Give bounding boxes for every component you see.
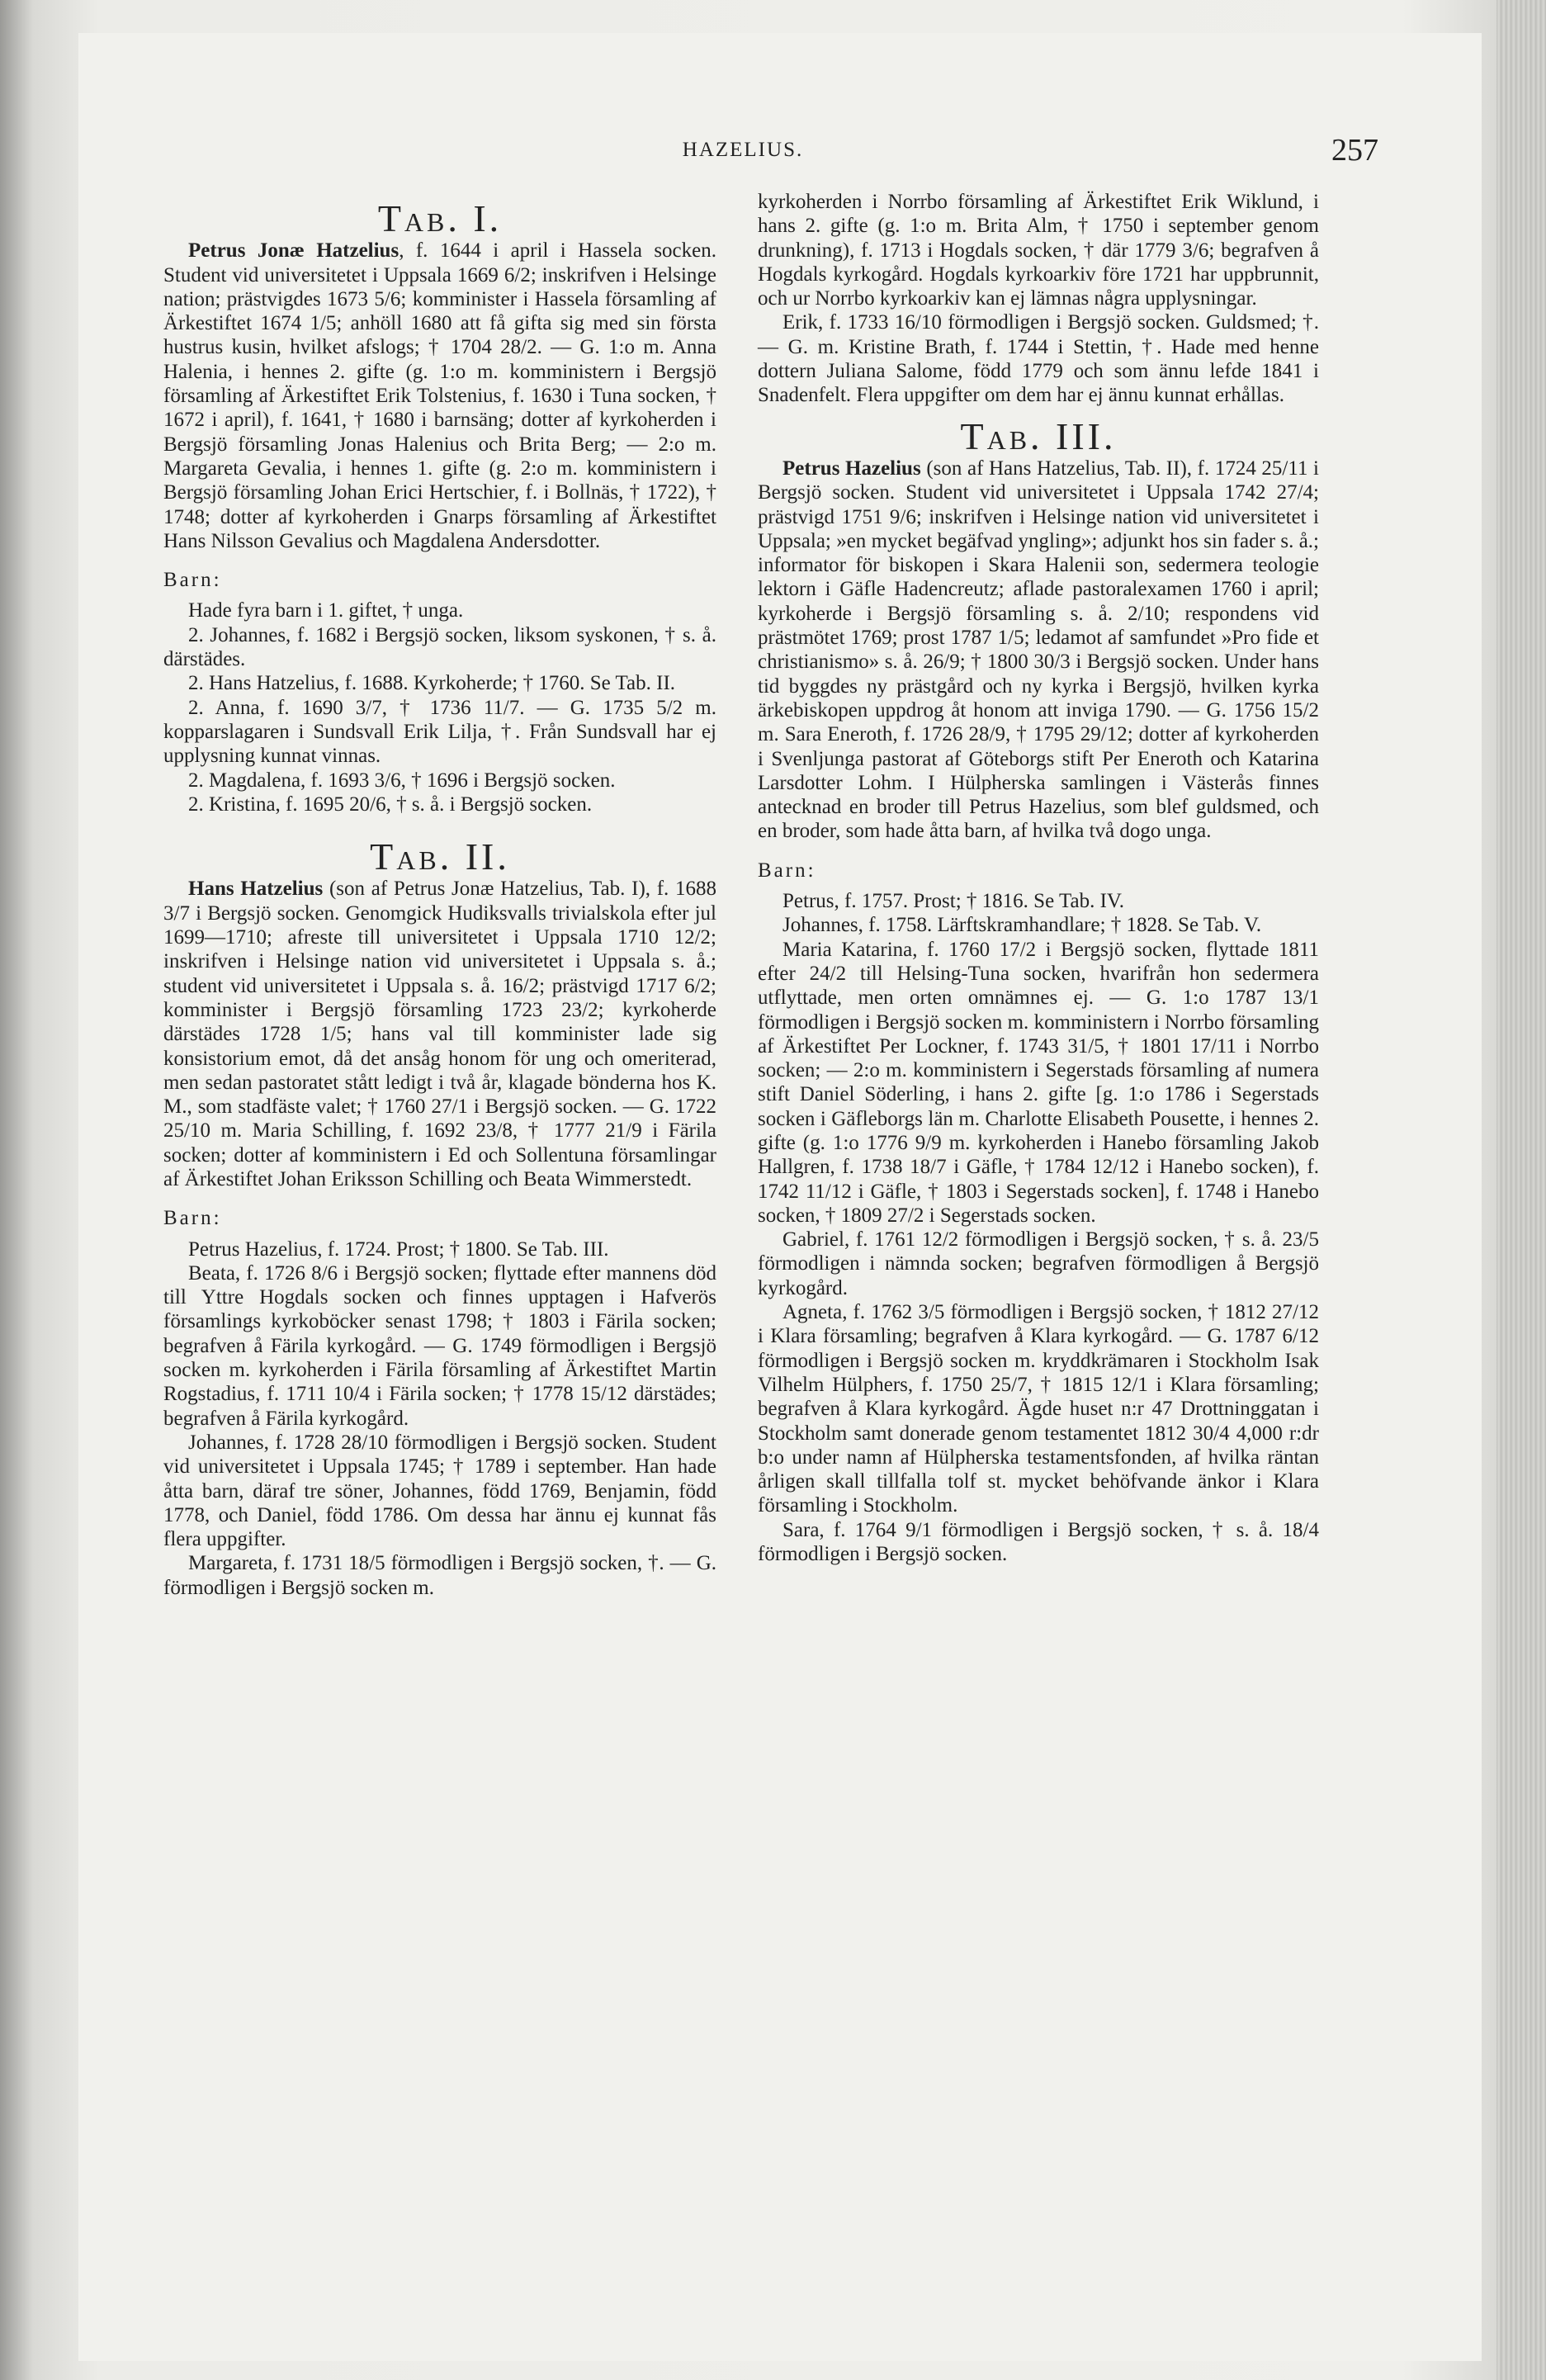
tab-3-child: Agneta, f. 1762 3/5 förmodligen i Bergsjö socken, † 1812 27/12 i Klara församling; begrafven å Klara kyrkogård. — G. 1787 6/12 förmodligen i Bergsjö socken m. kryddkrämaren i Stockholm Isak Vilhelm Hülphers, f. 1750 25/7, † 1815 12/1 i Klara församling; begrafven å Klara kyrkogård. Ägde huset n:r 47 Drottninggatan i Stockholm samt donerade genom testamentet 1812 30/4 4,000 r:dr b:o under namn af Hülpherska testamentsfonden, af hvilka räntan årligen skall tillfalla tolf st. mycket behöfvande änkor i Klara församling i Stockholm.: [758, 1301, 1319, 1517]
tab-3-entry-name: Petrus Hazelius: [782, 457, 921, 480]
tab-3-child: Maria Katarina, f. 1760 17/2 i Bergsjö socken, flyttade 1811 efter 24/2 till Helsing-Tuna socken, hvarifrån hon sedermera utflyttade, men orten omnämnes ej. — G. 1:o 1787 13/1 förmodligen i Bergsjö socken m. komministern i Norrbo församling af Ärkestiftet Per Lockner, f. 1743 31/5, † 1801 17/11 i Norrbo socken; — 2:o m. komministern i Segerstads församling af numera stift Daniel Söderling, i hans 2. gifte [g. 1:o 1786 i Segerstads socken i Gäfleborgs län m. Charlotte Elisabeth Pousette, i hennes 2. gifte (g. 1:o 1776 9/9 m. kyrkoherden i Hanebo församling Jakob Hallgren, f. 1738 18/7 i Gäfle, † 1784 12/12 i Hanebo socken), f. 1742 11/12 i Gäfle, † 1803 i Segerstads socken], f. 1748 i Hanebo socken, † 1809 27/2 i Segerstads socken.: [758, 938, 1319, 1227]
tab-3-title: Tab. III.: [960, 414, 1117, 457]
tab-1-child: 2. Hans Hatzelius, f. 1688. Kyrkoherde; † 1760. Se Tab. II.: [188, 672, 676, 695]
tab-1-entry-name: Petrus Jonæ Hatzelius: [188, 239, 400, 263]
tab-3-child: Petrus, f. 1757. Prost; † 1816. Se Tab. IV.: [782, 890, 1125, 913]
tab-1-barn-label: Barn:: [163, 569, 222, 592]
tab-2-child: Petrus Hazelius, f. 1724. Prost; † 1800. Se Tab. III.: [188, 1237, 609, 1261]
tab-3-entry-text: (son af Hans Hatzelius, Tab. II), f. 1724 25/11 i Bergsjö socken. Student vid universitetet i Uppsala 1742 27/4; prästvigd 1751 9/6; inskrifven i Helsinge nation vid universitetet i Uppsala; »en mycket begäfvad yngling»; adjunkt hos sin fader s. å.; informator för biskopen i Skara Halenii son, sedermera teologie lektorn i Gäfle Hadencreutz; aflade pastoralexamen 1760 i april; kyrkoherde i Bergsjö församling s. å. 2/10; respondens vid prästmötet 1769; prost 1787 1/5; ledamot af samfundet »Pro fide et christianismo» s. å. 26/9; † 1800 30/3 i Bergsjö socken. Under hans tid byggdes ny prästgård och ny kyrka i Bergsjö, hvilken kyrka ärkebiskopen uppdrog åt honom att inviga 1790. — G. 1756 15/2 m. Sara Eneroth, f. 1726 28/9, † 1795 29/12; dotter af kyrkoherden i Svenljunga pastorat af Göteborgs stift Per Eneroth och Katarina Larsdotter Lohm. I Hülpherska samlingen i Västerås finnes antecknad en broder till Petrus Hazelius, som blef guldsmed, och en broder, som hade åtta barn, af hvilka två dogo unga.: [758, 457, 1319, 843]
tab-2-child: Margareta, f. 1731 18/5 förmodligen i Bergsjö socken, †. — G. förmodligen i Bergsjö socken m.: [163, 1552, 716, 1599]
page-number: 257: [1331, 133, 1378, 168]
tab-3-child: Johannes, f. 1758. Lärftskramhandlare; † 1828. Se Tab. V.: [782, 914, 1262, 937]
right-column: [758, 190, 1319, 1566]
running-title: HAZELIUS.: [682, 139, 804, 161]
tab-3-child: Gabriel, f. 1761 12/2 förmodligen i Bergsjö socken, † s. å. 23/5 förmodligen i nämnda socken; begrafven förmodligen å Bergsjö kyrkogård.: [758, 1228, 1319, 1299]
tab-3-barn-label: Barn:: [758, 859, 816, 882]
tab-1-title: Tab. I.: [377, 197, 503, 239]
tab-1-child: Hade fyra barn i 1. giftet, † unga.: [188, 599, 464, 622]
tab-1-child: 2. Magdalena, f. 1693 3/6, † 1696 i Bergsjö socken.: [188, 769, 616, 792]
erik-entry: Erik, f. 1733 16/10 förmodligen i Bergsjö socken. Guldsmed; †. — G. m. Kristine Brath, f. 1744 i Stettin, †. Hade med henne dottern Juliana Salome, född 1779 och som ännu lefde 1841 i Snadenfelt. Flera uppgifter om dem har ej ännu kunnat erhållas.: [758, 311, 1319, 407]
tab-1-entry-text: , f. 1644 i april i Hassela socken. Student vid universitetet i Uppsala 1669 6/2; inskrifven i Helsinge nation; prästvigdes 1673 5/6; komminister i Hassela församling af Ärkestiftet 1674 1/5; anhöll 1680 att få gifta sig med sin första hustrus kusin, hvilket afslogs; † 1704 28/2. — G. 1:o m. Anna Halenia, i hennes 2. gifte (g. 1:o m. komministern i Bergsjö församling af Ärkestiftet Erik Tolstenius, f. 1630 i Tuna socken, † 1672 i april), f. 1641, † 1680 i barnsäng; dotter af kyrkoherden i Bergsjö församling Jonas Halenius och Brita Berg; — 2:o m. Margareta Gevalia, i hennes 1. gifte (g. 2:o m. komministern i Bergsjö församling Johan Erici Hertschier, f. i Bollnäs, † 1722), † 1748; dotter af kyrkoherden i Gnarps församling af Ärkestiftet Hans Nilsson Gevalius och Magdalena Andersdotter.: [163, 239, 716, 552]
tab-3-entry: [758, 457, 1319, 844]
tab-2-child: Beata, f. 1726 8/6 i Bergsjö socken; flyttade efter mannens död till Yttre Hogdals socken och finnes upptagen i Hafverös församlings kyrkoböcker senast 1798; † 1803 i Färila socken; begrafven å Färila kyrkogård. — G. 1749 förmodligen i Bergsjö socken m. kyrkoherden i Färila församling af Ärkestiftet Martin Rogstadius, f. 1711 10/4 i Färila socken; † 1778 15/12 därstädes; begrafven å Färila kyrkogård.: [163, 1261, 716, 1430]
tab-1-child: 2. Johannes, f. 1682 i Bergsjö socken, liksom syskonen, † s. å. därstädes.: [163, 623, 716, 671]
continuation-text: kyrkoherden i Norrbo församling af Ärkestiftet Erik Wiklund, i hans 2. gifte (g. 1:o m. Brita Alm, † 1750 i september genom drunkning), f. 1713 i Hogdals socken, † där 1779 3/6; begrafven å Hogdals kyrkogård. Hogdals kyrkoarkiv före 1721 har uppbrunnit, och ur Norrbo kyrkoarkiv kan ej lämnas några upplysningar.: [758, 191, 1319, 310]
tab-2-child: Johannes, f. 1728 28/10 förmodligen i Bergsjö socken. Student vid universitetet i Uppsala 1745; † 1789 i september. Han hade åtta barn, däraf tre söner, Johannes, född 1769, Benjamin, född 1778, och Daniel, född 1786. Om dessa har ännu ej kunnat fås flera uppgifter.: [163, 1431, 716, 1551]
tab-1-child: 2. Kristina, f. 1695 20/6, † s. å. i Bergsjö socken.: [188, 793, 593, 816]
tab-2-barn-label: Barn:: [163, 1207, 222, 1230]
tab-1-entry: [163, 239, 716, 553]
tab-2-entry: [163, 877, 716, 1191]
tab-2-title: Tab. II.: [370, 835, 510, 878]
tab-2-entry-name: Hans Hatzelius: [188, 878, 324, 901]
tab-1-child: 2. Anna, f. 1690 3/7, † 1736 11/7. — G. 1735 5/2 m. kopparslagaren i Sundsvall Erik Lilja, †. Från Sundsvall har ej upplysning kunnat vinnas.: [163, 696, 716, 768]
tab-3-child: Sara, f. 1764 9/1 förmodligen i Bergsjö socken, † s. å. 18/4 förmodligen i Bergsjö socken.: [758, 1518, 1319, 1566]
left-column: [163, 197, 716, 1600]
tab-2-entry-text: (son af Petrus Jonæ Hatzelius, Tab. I), f. 1688 3/7 i Bergsjö socken. Genomgick Hudiksvalls trivialskola efter jul 1699—1710; afreste till universitetet i Uppsala 1710 12/2; inskrifven i Helsinge nation vid universitetet i Uppsala s. å.; student vid universitetet i Uppsala s. å. 16/2; prästvigd 1717 6/2; komminister i Bergsjö församling 1723 23/2; kyrkoherde därstädes 1728 1/5; hans val till komminister lade sig konsistorium emot, då det ansåg honom för ung och omeriterad, men sedan pastoratet stått ledigt i två år, klagade bönderna hos K. M., som stadfäste valet; † 1760 27/1 i Bergsjö socken. — G. 1722 25/10 m. Maria Schilling, f. 1692 23/8, † 1777 21/9 i Färila socken; dotter af komministern i Ed och Sollentuna församlingar af Ärkestiftet Johan Eriksson Schilling och Beata Wimmerstedt.: [163, 878, 716, 1190]
page-edge-stack: [1496, 0, 1546, 2380]
